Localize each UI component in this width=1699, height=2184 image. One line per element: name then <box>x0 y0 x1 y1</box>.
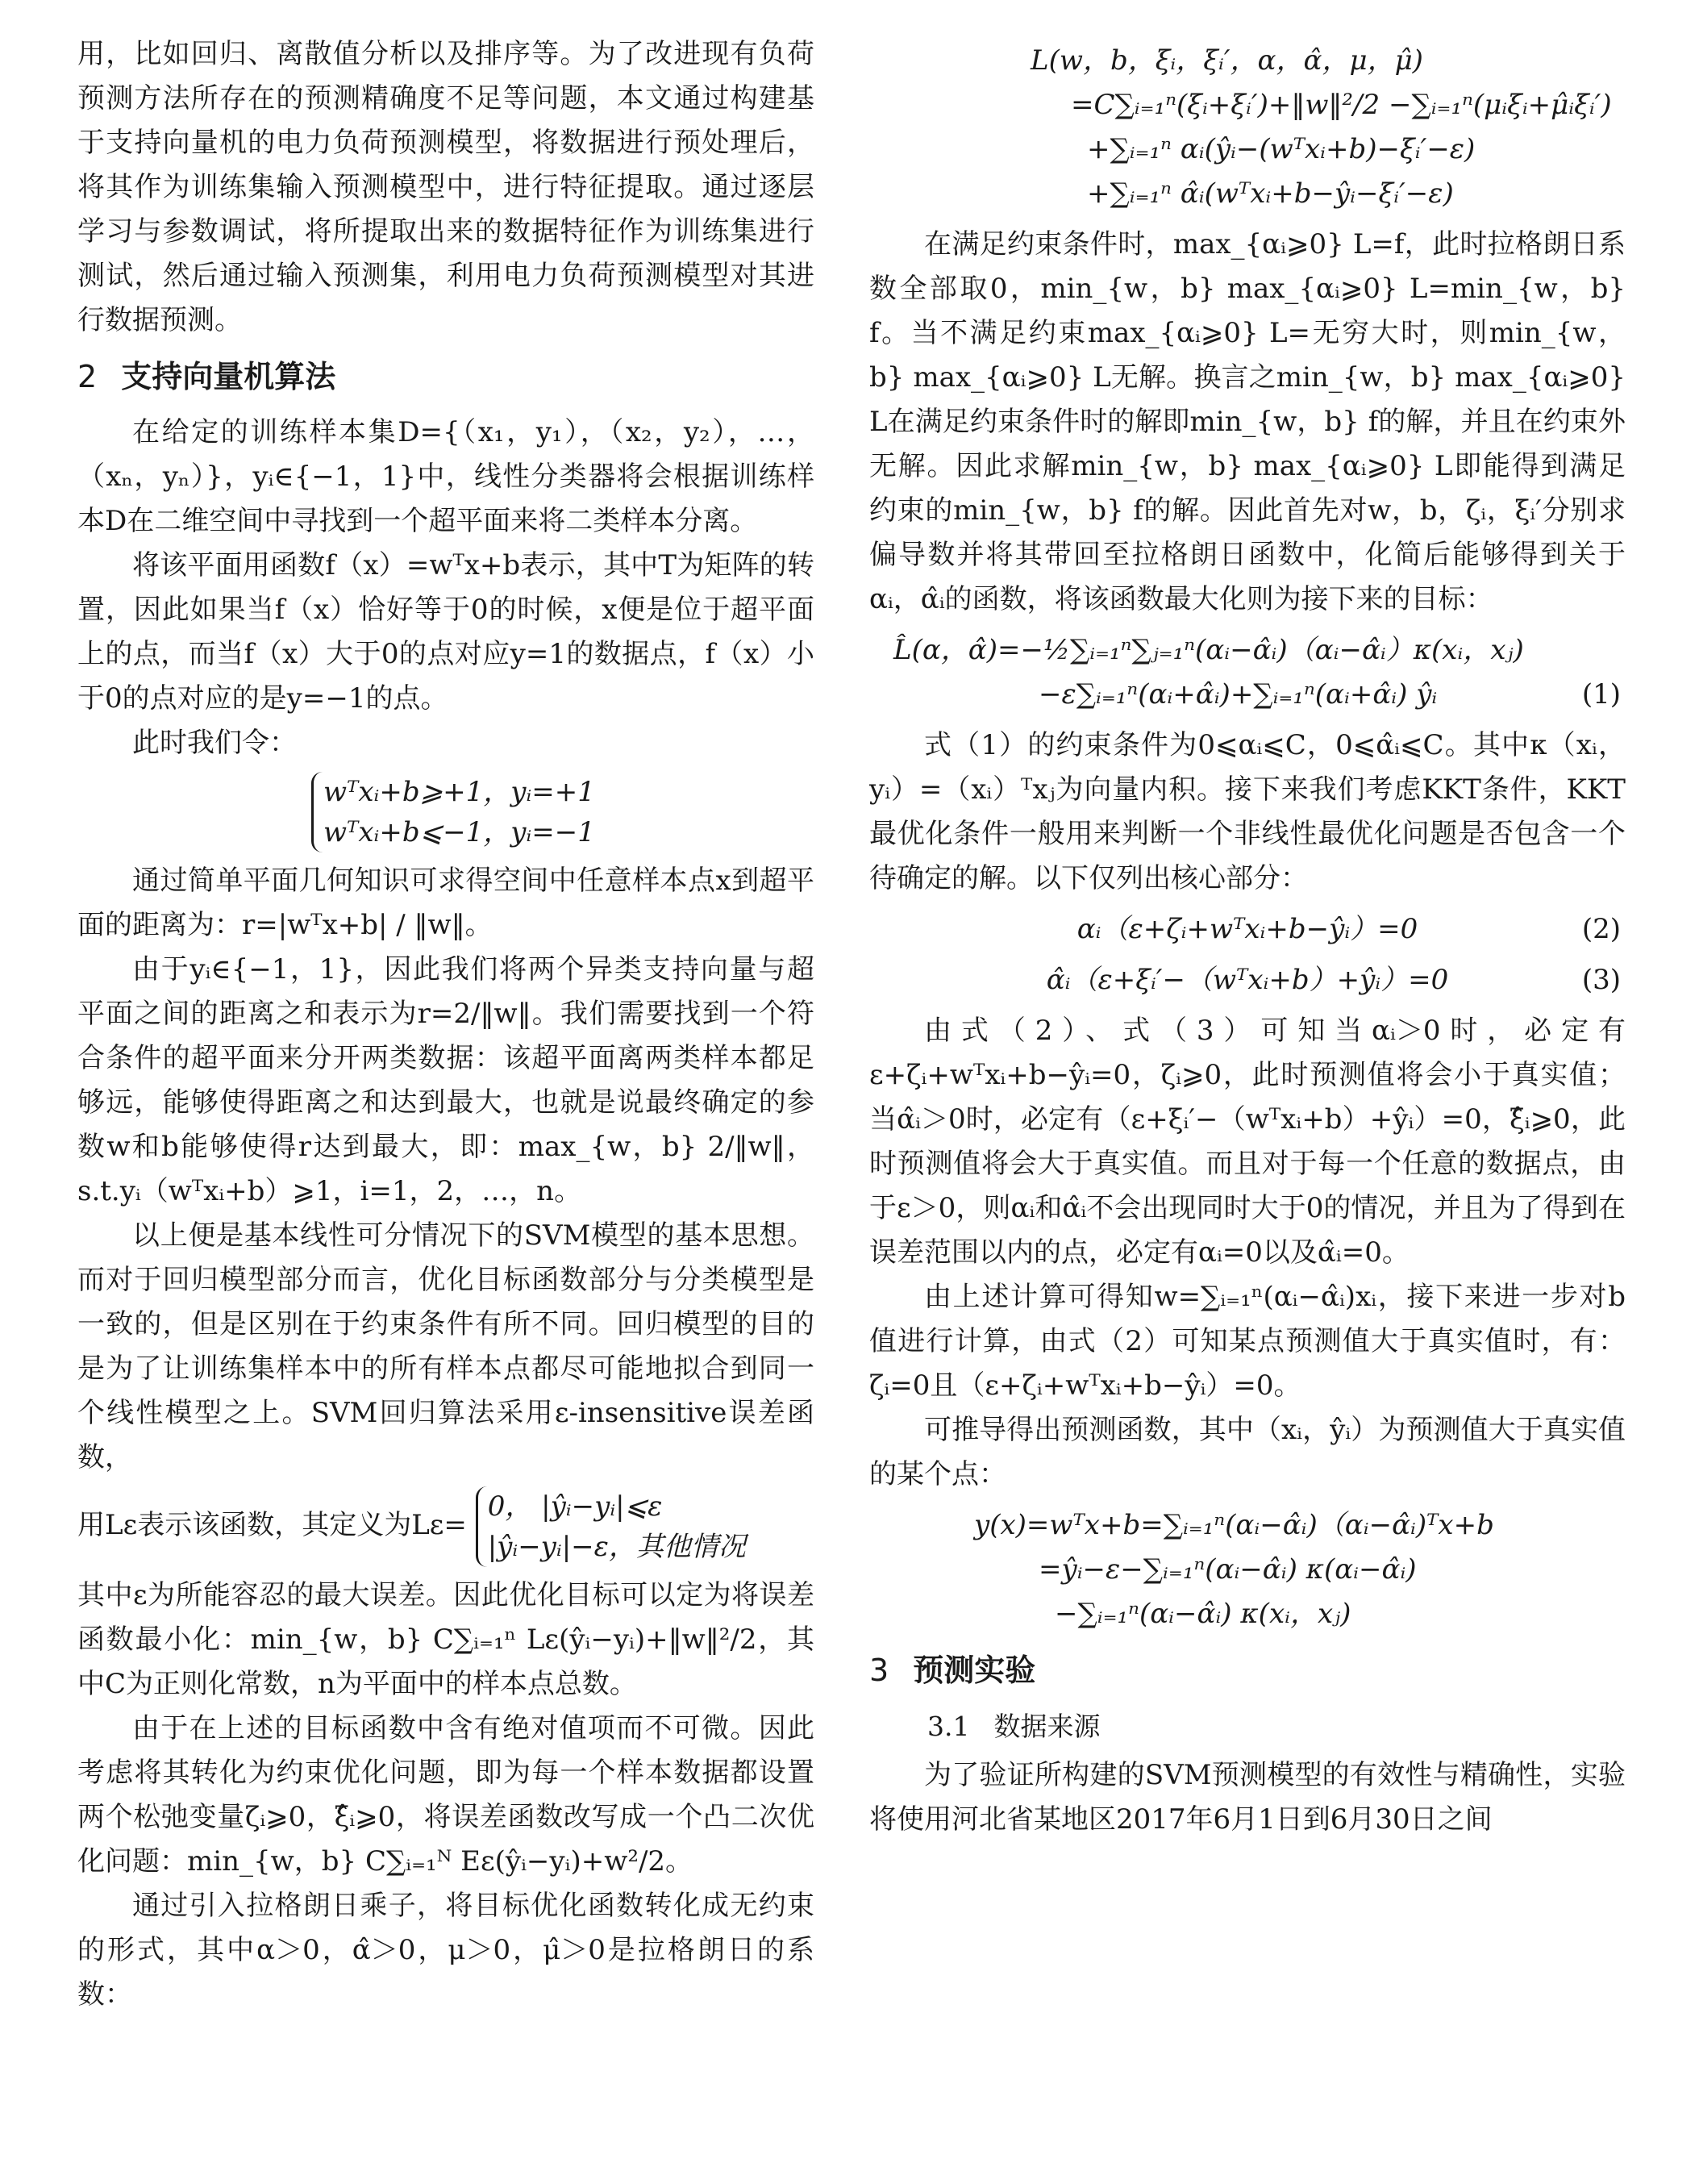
subsection-number: 3.1 <box>927 1711 970 1742</box>
equation-prediction-function <box>869 1503 1626 1636</box>
right-column <box>869 32 1626 1842</box>
section-title: 预测实验 <box>913 1653 1036 1688</box>
paragraph: 由式（2）、式（3）可知当αᵢ＞0时，必定有ε+ζᵢ+wᵀxᵢ+b−ŷᵢ=0，ζᵢ⩾0，此时预测值将会小于真实值；当α̂ᵢ＞0时，必定有（ε+ξᵢ′−（wᵀxᵢ+b）+ŷᵢ）=0，ξ̂ᵢ⩾0，此时预测值将会大于真实值。而且对于每一个任意的数据点，由于ε＞0，则αᵢ和α̂ᵢ不会出现同时大于0的情况，并且为了得到在误差范围以内的点，必定有αᵢ=0以及α̂ᵢ=0。 <box>869 1015 1626 1269</box>
equation-lagrangian <box>869 39 1626 216</box>
equation-line: L̂(α，α̂)=−½∑ᵢ₌₁ⁿ∑ⱼ₌₁ⁿ(αᵢ−α̂ᵢ)（αᵢ−α̂ᵢ）κ(xᵢ，xⱼ) <box>893 634 1524 666</box>
paragraph: 在满足约束条件时，max_{αᵢ⩾0} L=f，此时拉格朗日系数全部取0，min_{w，b} max_{αᵢ⩾0} L=min_{w，b} f。当不满足约束max_{αᵢ⩾0} L=无穷大时，则min_{w，b} max_{αᵢ⩾0} L无解。换言之min_{w，b} max_{αᵢ⩾0} L在满足约束条件时的解即min_{w，b} f的解，并且在约束外无解。因此求解min_{w，b} max_{αᵢ⩾0} L即能得到满足约束的min_{w，b} f的解。因此首先对w，b，ζᵢ，ξᵢ′分别求偏导数并将其带回至拉格朗日函数中，化简后能够得到关于αᵢ，α̂ᵢ的函数，将该函数最大化则为接下来的目标： <box>869 228 1626 615</box>
paragraph: 其中ε为所能容忍的最大误差。因此优化目标可以定为将误差函数最小化：min_{w，b} C∑ᵢ₌₁ⁿ Lε(ŷᵢ−yᵢ)+‖w‖²/2，其中C为正则化常数，n为平面中的样本点总数。 <box>77 1579 814 1700</box>
equation-3 <box>869 958 1626 1002</box>
equation-line: 0， |ŷᵢ−yᵢ|⩽ε <box>487 1490 663 1523</box>
equation-2 <box>869 907 1626 952</box>
equation-loss-definition <box>77 1486 814 1567</box>
left-column <box>77 32 814 2017</box>
paragraph-lead: 用Lε表示该函数，其定义为Lε= <box>77 1509 467 1541</box>
paragraph: 由于yᵢ∈{−1，1}，因此我们将两个异类支持向量与超平面之间的距离之和表示为r=2/‖w‖。我们需要找到一个符合条件的超平面来分开两类数据：该超平面离两类样本都足够远，能够使得距离之和达到最大，也就是说最终确定的参数w和b能够使得r达到最大，即：max_{w，b} 2/‖w‖，s.t.yᵢ（wᵀxᵢ+b）⩾1，i=1，2，…，n。 <box>77 953 814 1207</box>
section-2-heading <box>77 352 814 401</box>
equation-line: L(w，b，ξᵢ，ξᵢ′，α，α̂，μ，μ̂) <box>1031 44 1423 77</box>
paragraph: 通过引入拉格朗日乘子，将目标优化函数转化成无约束的形式，其中α＞0，α̂＞0，μ＞0，μ̂＞0是拉格朗日的系数： <box>77 1890 814 2011</box>
equation-line: =ŷᵢ−ε−∑ᵢ₌₁ⁿ(αᵢ−α̂ᵢ) κ(αᵢ−α̂ᵢ) <box>1039 1553 1417 1586</box>
paragraph: 此时我们令： <box>132 727 297 759</box>
equation-line: −∑ᵢ₌₁ⁿ(αᵢ−α̂ᵢ) κ(xᵢ，xⱼ) <box>1055 1598 1351 1630</box>
brace-cases <box>476 1486 746 1567</box>
section-number: 3 <box>869 1653 889 1688</box>
section-3-heading <box>869 1646 1626 1694</box>
intro-paragraph: 用，比如回归、离散值分析以及排序等。为了改进现有负荷预测方法所存在的预测精确度不足等问题，本文通过构建基于支持向量机的电力负荷预测模型，将数据进行预处理后，将其作为训练集输入预测模型中，进行特征提取。通过逐层学习与参数调试，将所提取出来的数据特征作为训练集进行测试，然后通过输入预测集，利用电力负荷预测模型对其进行数据预测。 <box>77 38 814 336</box>
equation-line: +∑ᵢ₌₁ⁿ α̂ᵢ(wᵀxᵢ+b−ŷᵢ−ξᵢ′−ε) <box>1087 177 1454 210</box>
equation-line: =C∑ᵢ₌₁ⁿ(ξᵢ+ξᵢ′)+‖w‖²/2 −∑ᵢ₌₁ⁿ(μᵢξᵢ+μ̂ᵢξᵢ′) <box>1071 89 1612 121</box>
paragraph: 通过简单平面几何知识可求得空间中任意样本点x到超平面的距离为：r=|wᵀx+b| / ‖w‖。 <box>77 865 814 941</box>
equation-number: (3) <box>1581 964 1621 996</box>
paragraph: 由于在上述的目标函数中含有绝对值项而不可微。因此考虑将其转化为约束优化问题，即为每一个样本数据都设置两个松弛变量ζᵢ⩾0，ξ̂ᵢ⩾0，将误差函数改写成一个凸二次优化问题：min_{w，b} C∑ᵢ₌₁ᴺ Eε(ŷᵢ−yᵢ)+w²/2。 <box>77 1712 814 1878</box>
paragraph: 由上述计算可得知w=∑ᵢ₌₁ⁿ(αᵢ−α̂ᵢ)xᵢ，接下来进一步对b值进行计算，由式（2）可知某点预测值大于真实值时，有：ζᵢ=0且（ε+ζᵢ+wᵀxᵢ+b−ŷᵢ）=0。 <box>869 1281 1626 1402</box>
paragraph: 式（1）的约束条件为0⩽αᵢ⩽C，0⩽α̂ᵢ⩽C。其中κ（xᵢ，yᵢ）=（xᵢ）ᵀxⱼ为向量内积。接下来我们考虑KKT条件，KKT最优化条件一般用来判断一个非线性最优化问题是否包含一个待确定的解。以下仅列出核心部分： <box>869 729 1626 894</box>
section-number: 2 <box>77 359 98 394</box>
paragraph: 以上便是基本线性可分情况下的SVM模型的基本思想。而对于回归模型部分而言，优化目标函数部分与分类模型是一致的，但是区别在于约束条件有所不同。回归模型的目的是为了让训练集样本中的所有样本点都尽可能地拟合到同一个线性模型之上。SVM回归算法采用ε-insensitive误差函数， <box>77 1219 814 1473</box>
equation-number: (1) <box>1581 678 1621 711</box>
section-title: 支持向量机算法 <box>121 359 336 394</box>
equation-line: wᵀxᵢ+b⩽−1，yᵢ=−1 <box>323 816 595 848</box>
equation-number: (2) <box>1581 913 1621 945</box>
equation-line: +∑ᵢ₌₁ⁿ αᵢ(ŷᵢ−(wᵀxᵢ+b)−ξᵢ′−ε) <box>1087 133 1476 165</box>
subsection-3-1-heading <box>927 1704 1626 1748</box>
subsection-title: 数据来源 <box>993 1711 1101 1742</box>
paragraph: 可推导得出预测函数，其中（xᵢ，ŷᵢ）为预测值大于真实值的某个点： <box>869 1414 1626 1490</box>
paragraph: 为了验证所构建的SVM预测模型的有效性与精确性，实验将使用河北省某地区2017年6月1日到6月30日之间 <box>869 1759 1626 1836</box>
paragraph: 将该平面用函数f（x）=wᵀx+b表示，其中T为矩阵的转置，因此如果当f（x）恰好等于0的时候，x便是位于超平面上的点，而当f（x）大于0的点对应y=1的数据点，f（x）小于0的点对应的是y=−1的点。 <box>77 549 814 715</box>
equation-line: wᵀxᵢ+b⩾+1，yᵢ=+1 <box>323 776 595 808</box>
brace-cases <box>311 772 595 852</box>
equation-1 <box>869 628 1626 717</box>
equation-constraint-cases <box>77 772 814 852</box>
equation-line: αᵢ（ε+ζᵢ+wᵀxᵢ+b−ŷᵢ）=0 <box>1076 913 1418 945</box>
paragraph: 在给定的训练样本集D={（x₁，y₁），（x₂，y₂），…，（xₙ，yₙ）}，yᵢ∈{−1，1}中，线性分类器将会根据训练样本D在二维空间中寻找到一个超平面来将二类样本分离。 <box>77 416 814 537</box>
equation-line: y(x)=wᵀx+b=∑ᵢ₌₁ⁿ(αᵢ−α̂ᵢ)（αᵢ−α̂ᵢ)ᵀx+b <box>974 1509 1494 1541</box>
equation-line: α̂ᵢ（ε+ξᵢ′−（wᵀxᵢ+b）+ŷᵢ）=0 <box>1046 964 1449 996</box>
equation-line: −ε∑ᵢ₌₁ⁿ(αᵢ+α̂ᵢ)+∑ᵢ₌₁ⁿ(αᵢ+α̂ᵢ) ŷᵢ <box>1039 678 1438 711</box>
equation-line: |ŷᵢ−yᵢ|−ε，其他情况 <box>487 1531 746 1563</box>
